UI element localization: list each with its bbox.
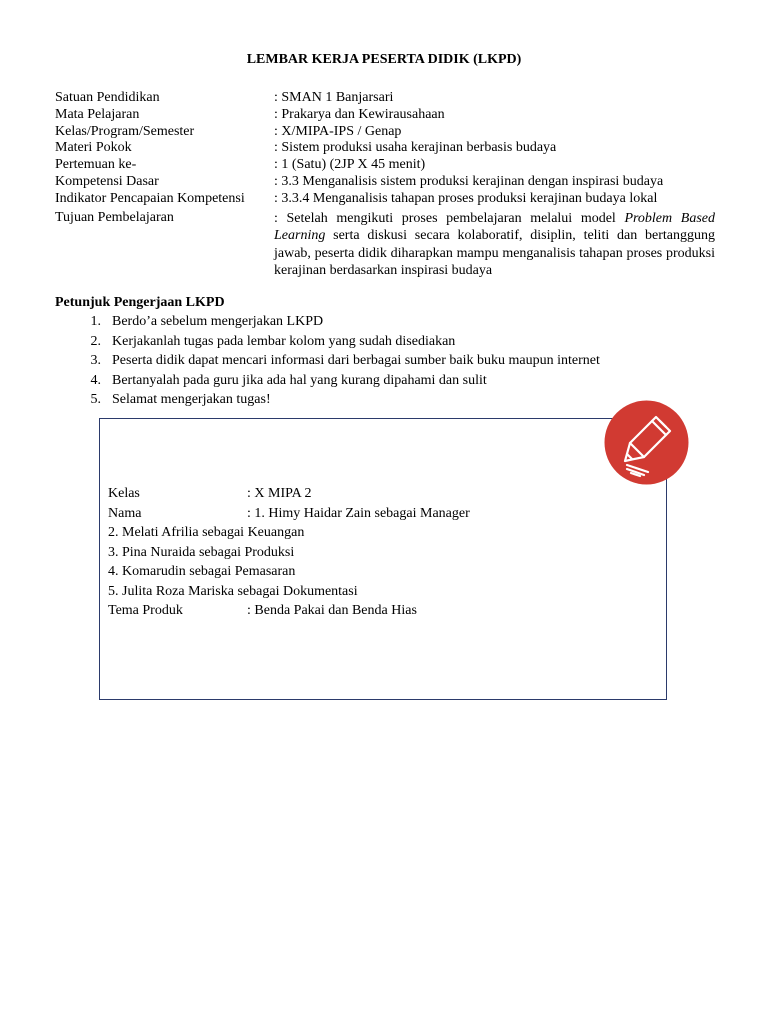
member-item: 4. Komarudin sebagai Pemasaran — [108, 564, 296, 579]
info-label: Mata Pelajaran — [55, 106, 140, 122]
document-title: LEMBAR KERJA PESERTA DIDIK (LKPD) — [246, 52, 522, 67]
step-number: 2. — [90, 333, 101, 349]
kelas-row — [108, 484, 628, 504]
info-value: : Prakarya dan Kewirausahaan — [274, 106, 445, 122]
instructions-title: Petunjuk Pengerjaan LKPD — [55, 295, 225, 310]
pencil-icon — [604, 400, 689, 485]
info-value: : Sistem produksi usaha kerajinan berbasis budaya — [274, 140, 557, 156]
info-table — [55, 90, 715, 280]
group-info — [108, 484, 628, 621]
info-row — [55, 157, 715, 174]
info-label: Kelas/Program/Semester — [55, 123, 195, 139]
list-item — [55, 371, 715, 391]
info-row — [55, 90, 715, 107]
tema-value: : Benda Pakai dan Benda Hias — [247, 603, 417, 618]
nama-label: Nama — [108, 505, 142, 521]
info-label: Indikator Pencapaian Kompetensi — [55, 190, 245, 206]
info-label: Kompetensi Dasar — [55, 173, 159, 189]
step-text: Kerjakanlah tugas pada lembar kolom yang sudah disediakan — [112, 333, 456, 349]
tujuan-prefix: : Setelah mengikuti proses pembelajaran melalui model — [274, 210, 625, 226]
step-text: Selamat mengerjakan tugas! — [112, 392, 271, 407]
list-item — [55, 351, 715, 371]
info-value: : 3.3 Menganalisis sistem produksi kerajinan dengan inspirasi budaya — [274, 173, 664, 189]
tema-label: Tema Produk — [108, 603, 183, 618]
member-item: 5. Julita Roza Mariska sebagai Dokumentasi — [108, 583, 358, 599]
info-value: : SMAN 1 Banjarsari — [274, 90, 394, 105]
step-text: Berdo’a sebelum mengerjakan LKPD — [112, 314, 324, 329]
info-row — [55, 107, 715, 124]
kelas-label: Kelas — [108, 486, 140, 501]
info-label: Satuan Pendidikan — [55, 90, 160, 105]
list-item — [55, 312, 715, 332]
step-number: 4. — [90, 372, 101, 388]
info-row — [55, 124, 715, 141]
info-label: Materi Pokok — [55, 140, 132, 156]
nama-value: : 1. Himy Haidar Zain sebagai Manager — [247, 505, 470, 521]
tujuan-model: Problem Based Learning — [274, 210, 715, 244]
info-label: Pertemuan ke- — [55, 157, 137, 173]
tujuan-value — [274, 210, 715, 280]
info-value: : X/MIPA-IPS / Genap — [274, 123, 402, 139]
list-item — [55, 332, 715, 352]
member-item: 2. Melati Afrilia sebagai Keuangan — [108, 525, 305, 540]
tujuan-label: Tujuan Pembelajaran — [55, 209, 174, 225]
step-number: 5. — [90, 392, 101, 407]
instructions-section — [55, 294, 715, 410]
nama-row — [108, 504, 628, 524]
info-row-tujuan — [55, 210, 715, 280]
step-number: 3. — [90, 353, 101, 368]
kelas-value: : X MIPA 2 — [247, 486, 312, 501]
info-value: : 3.3.4 Menganalisis tahapan proses produksi kerajinan budaya lokal — [274, 190, 658, 206]
step-number: 1. — [90, 314, 101, 329]
member-item: 3. Pina Nuraida sebagai Produksi — [108, 544, 295, 560]
instructions-list — [55, 312, 715, 410]
info-value: : 1 (Satu) (2JP X 45 menit) — [274, 157, 426, 173]
step-text: Bertanyalah pada guru jika ada hal yang kurang dipahami dan sulit — [112, 372, 487, 388]
tema-row — [108, 601, 628, 621]
step-text: Peserta didik dapat mencari informasi dari berbagai sumber baik buku maupun internet — [112, 353, 600, 368]
info-row — [55, 140, 715, 157]
info-row — [55, 191, 715, 208]
info-row — [55, 174, 715, 191]
tujuan-suffix: serta diskusi secara kolaboratif, disiplin, teliti dan bertanggung jawab, peserta didik diharapkan mampu menganalisis tahapan proses produksi kerajinan berdasarkan inspirasi budaya — [274, 228, 715, 279]
